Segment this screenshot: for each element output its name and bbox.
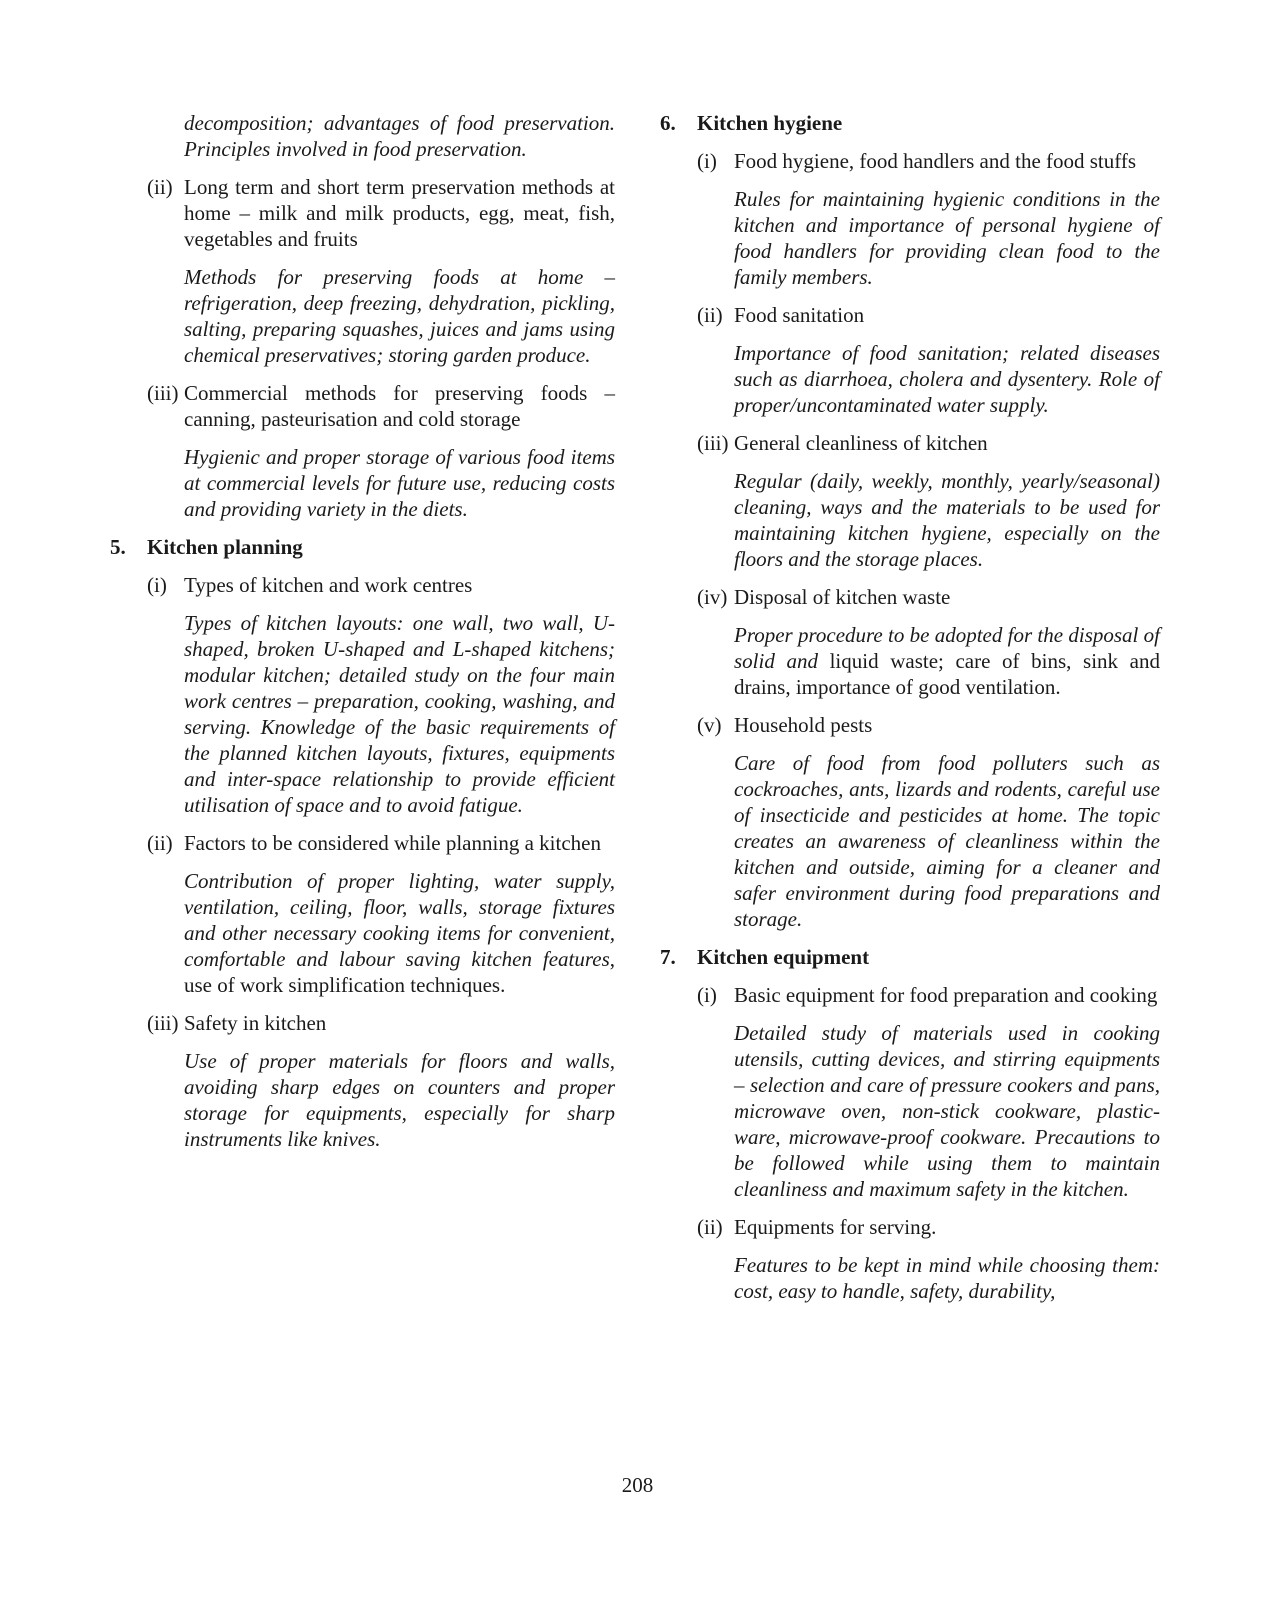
item-description: Proper procedure to be adopted for the disposal of solid and liquid waste; care of bins, sink and drains, importance of good ventilation. bbox=[734, 623, 1161, 699]
continued-description: decomposition; advantages of food preservation. Principles involved in food preservation. bbox=[184, 111, 615, 161]
item-number: (i) bbox=[697, 149, 717, 173]
section-heading-kitchen-equipment bbox=[660, 944, 1160, 970]
section-title: Kitchen equipment bbox=[697, 945, 870, 969]
section-heading-kitchen-planning bbox=[110, 534, 615, 560]
item-description: Rules for maintaining hygienic conditions in the kitchen and importance of personal hygiene of food handlers for providing clean food to the family members. bbox=[734, 187, 1160, 289]
section-title: Kitchen hygiene bbox=[697, 111, 843, 135]
item-title: Commercial methods for preserving foods – canning, pasteurisation and cold storage bbox=[184, 381, 615, 431]
item-number: (iv) bbox=[697, 585, 728, 609]
item-number: (iii) bbox=[147, 1011, 179, 1035]
item-commercial-preservation bbox=[147, 380, 615, 522]
item-title: Types of kitchen and work centres bbox=[184, 573, 473, 597]
section-title: Kitchen planning bbox=[147, 535, 303, 559]
item-title: Long term and short term preservation methods at home – milk and milk products, egg, meat, fish, vegetables and fruits bbox=[184, 175, 615, 251]
item-number: (i) bbox=[697, 983, 717, 1007]
item-types-of-kitchen bbox=[147, 572, 615, 818]
item-description: Hygienic and proper storage of various food items at commercial levels for future use, reducing costs and providing variety in the diets. bbox=[184, 445, 615, 521]
item-title: Safety in kitchen bbox=[184, 1011, 327, 1035]
item-planning-factors bbox=[147, 830, 615, 998]
item-household-pests bbox=[697, 712, 1160, 932]
item-title: Food sanitation bbox=[734, 303, 865, 327]
section-number: 7. bbox=[660, 945, 676, 969]
item-description: Types of kitchen layouts: one wall, two wall, U-shaped, broken U-shaped and L-shaped kitchens; modular kitchen; detailed study on the four main work centres – preparation, cooking, washing, and serving. Knowledge of the basic requirements of the planned kitchen layouts, fixtures, equipments and inter-space relationship to provide efficient utilisation of space and to avoid fatigue. bbox=[184, 611, 615, 817]
section-number: 5. bbox=[110, 535, 126, 559]
item-title: Basic equipment for food preparation and cooking bbox=[734, 983, 1158, 1007]
item-serving-equipment bbox=[697, 1214, 1160, 1304]
item-waste-disposal bbox=[697, 584, 1160, 700]
item-title: Equipments for serving. bbox=[734, 1215, 937, 1239]
item-number: (i) bbox=[147, 573, 167, 597]
item-title: Food hygiene, food handlers and the food stuffs bbox=[734, 149, 1137, 173]
item-food-sanitation bbox=[697, 302, 1160, 418]
item-description: Methods for preserving foods at home – refrigeration, deep freezing, dehydration, pickling, salting, preparing squashes, juices and jams using chemical preservatives; storing garden produce. bbox=[184, 265, 615, 367]
item-number: (ii) bbox=[147, 175, 173, 199]
item-number: (ii) bbox=[697, 1215, 723, 1239]
item-title: Disposal of kitchen waste bbox=[734, 585, 951, 609]
item-number: (iii) bbox=[147, 381, 179, 405]
item-description: Contribution of proper lighting, water supply, ventilation, ceiling, floor, walls, storage fixtures and other necessary cooking items for convenient, comfortable and labour saving kitchen features, use of work simplification techniques. bbox=[184, 869, 615, 997]
section-heading-kitchen-hygiene bbox=[660, 110, 1160, 136]
item-description: Importance of food sanitation; related diseases such as diarrhoea, cholera and dysentery. Role of proper/uncontaminated water supply. bbox=[734, 341, 1160, 417]
item-title: General cleanliness of kitchen bbox=[734, 431, 988, 455]
right-column bbox=[660, 110, 1160, 1316]
item-title: Household pests bbox=[734, 713, 873, 737]
item-description: Features to be kept in mind while choosing them: cost, easy to handle, safety, durability, bbox=[734, 1253, 1160, 1303]
item-long-short-term-preservation bbox=[147, 174, 615, 368]
item-number: (v) bbox=[697, 713, 722, 737]
item-safety-in-kitchen bbox=[147, 1010, 615, 1152]
item-number: (ii) bbox=[697, 303, 723, 327]
left-column bbox=[110, 110, 615, 1164]
item-title: Factors to be considered while planning a kitchen bbox=[184, 831, 601, 855]
item-number: (iii) bbox=[697, 431, 729, 455]
item-general-cleanliness bbox=[697, 430, 1160, 572]
item-description: Regular (daily, weekly, monthly, yearly/seasonal) cleaning, ways and the materials to be used for maintaining kitchen hygiene, especially on the floors and the storage places. bbox=[734, 469, 1160, 571]
section-number: 6. bbox=[660, 111, 676, 135]
item-basic-equipment bbox=[697, 982, 1160, 1202]
item-description: Use of proper materials for floors and walls, avoiding sharp edges on counters and proper storage for equipments, especially for sharp instruments like knives. bbox=[184, 1049, 615, 1151]
item-description: Care of food from food polluters such as cockroaches, ants, lizards and rodents, careful use of insecticide and pesticides at home. The topic creates an awareness of cleanliness within the kitchen and outside, aiming for a cleaner and safer environment during food preparations and storage. bbox=[734, 751, 1160, 931]
item-number: (ii) bbox=[147, 831, 173, 855]
item-description: Detailed study of materials used in cooking utensils, cutting devices, and stirring equipments – selection and care of pressure cookers and pans, microwave oven, non-stick cookware, plastic-ware, microwave-proof cookware. Precautions to be followed while using them to maintain cleanliness and maximum safety in the kitchen. bbox=[734, 1021, 1160, 1201]
item-food-hygiene bbox=[697, 148, 1160, 290]
page-number: 208 bbox=[621, 1473, 654, 1497]
